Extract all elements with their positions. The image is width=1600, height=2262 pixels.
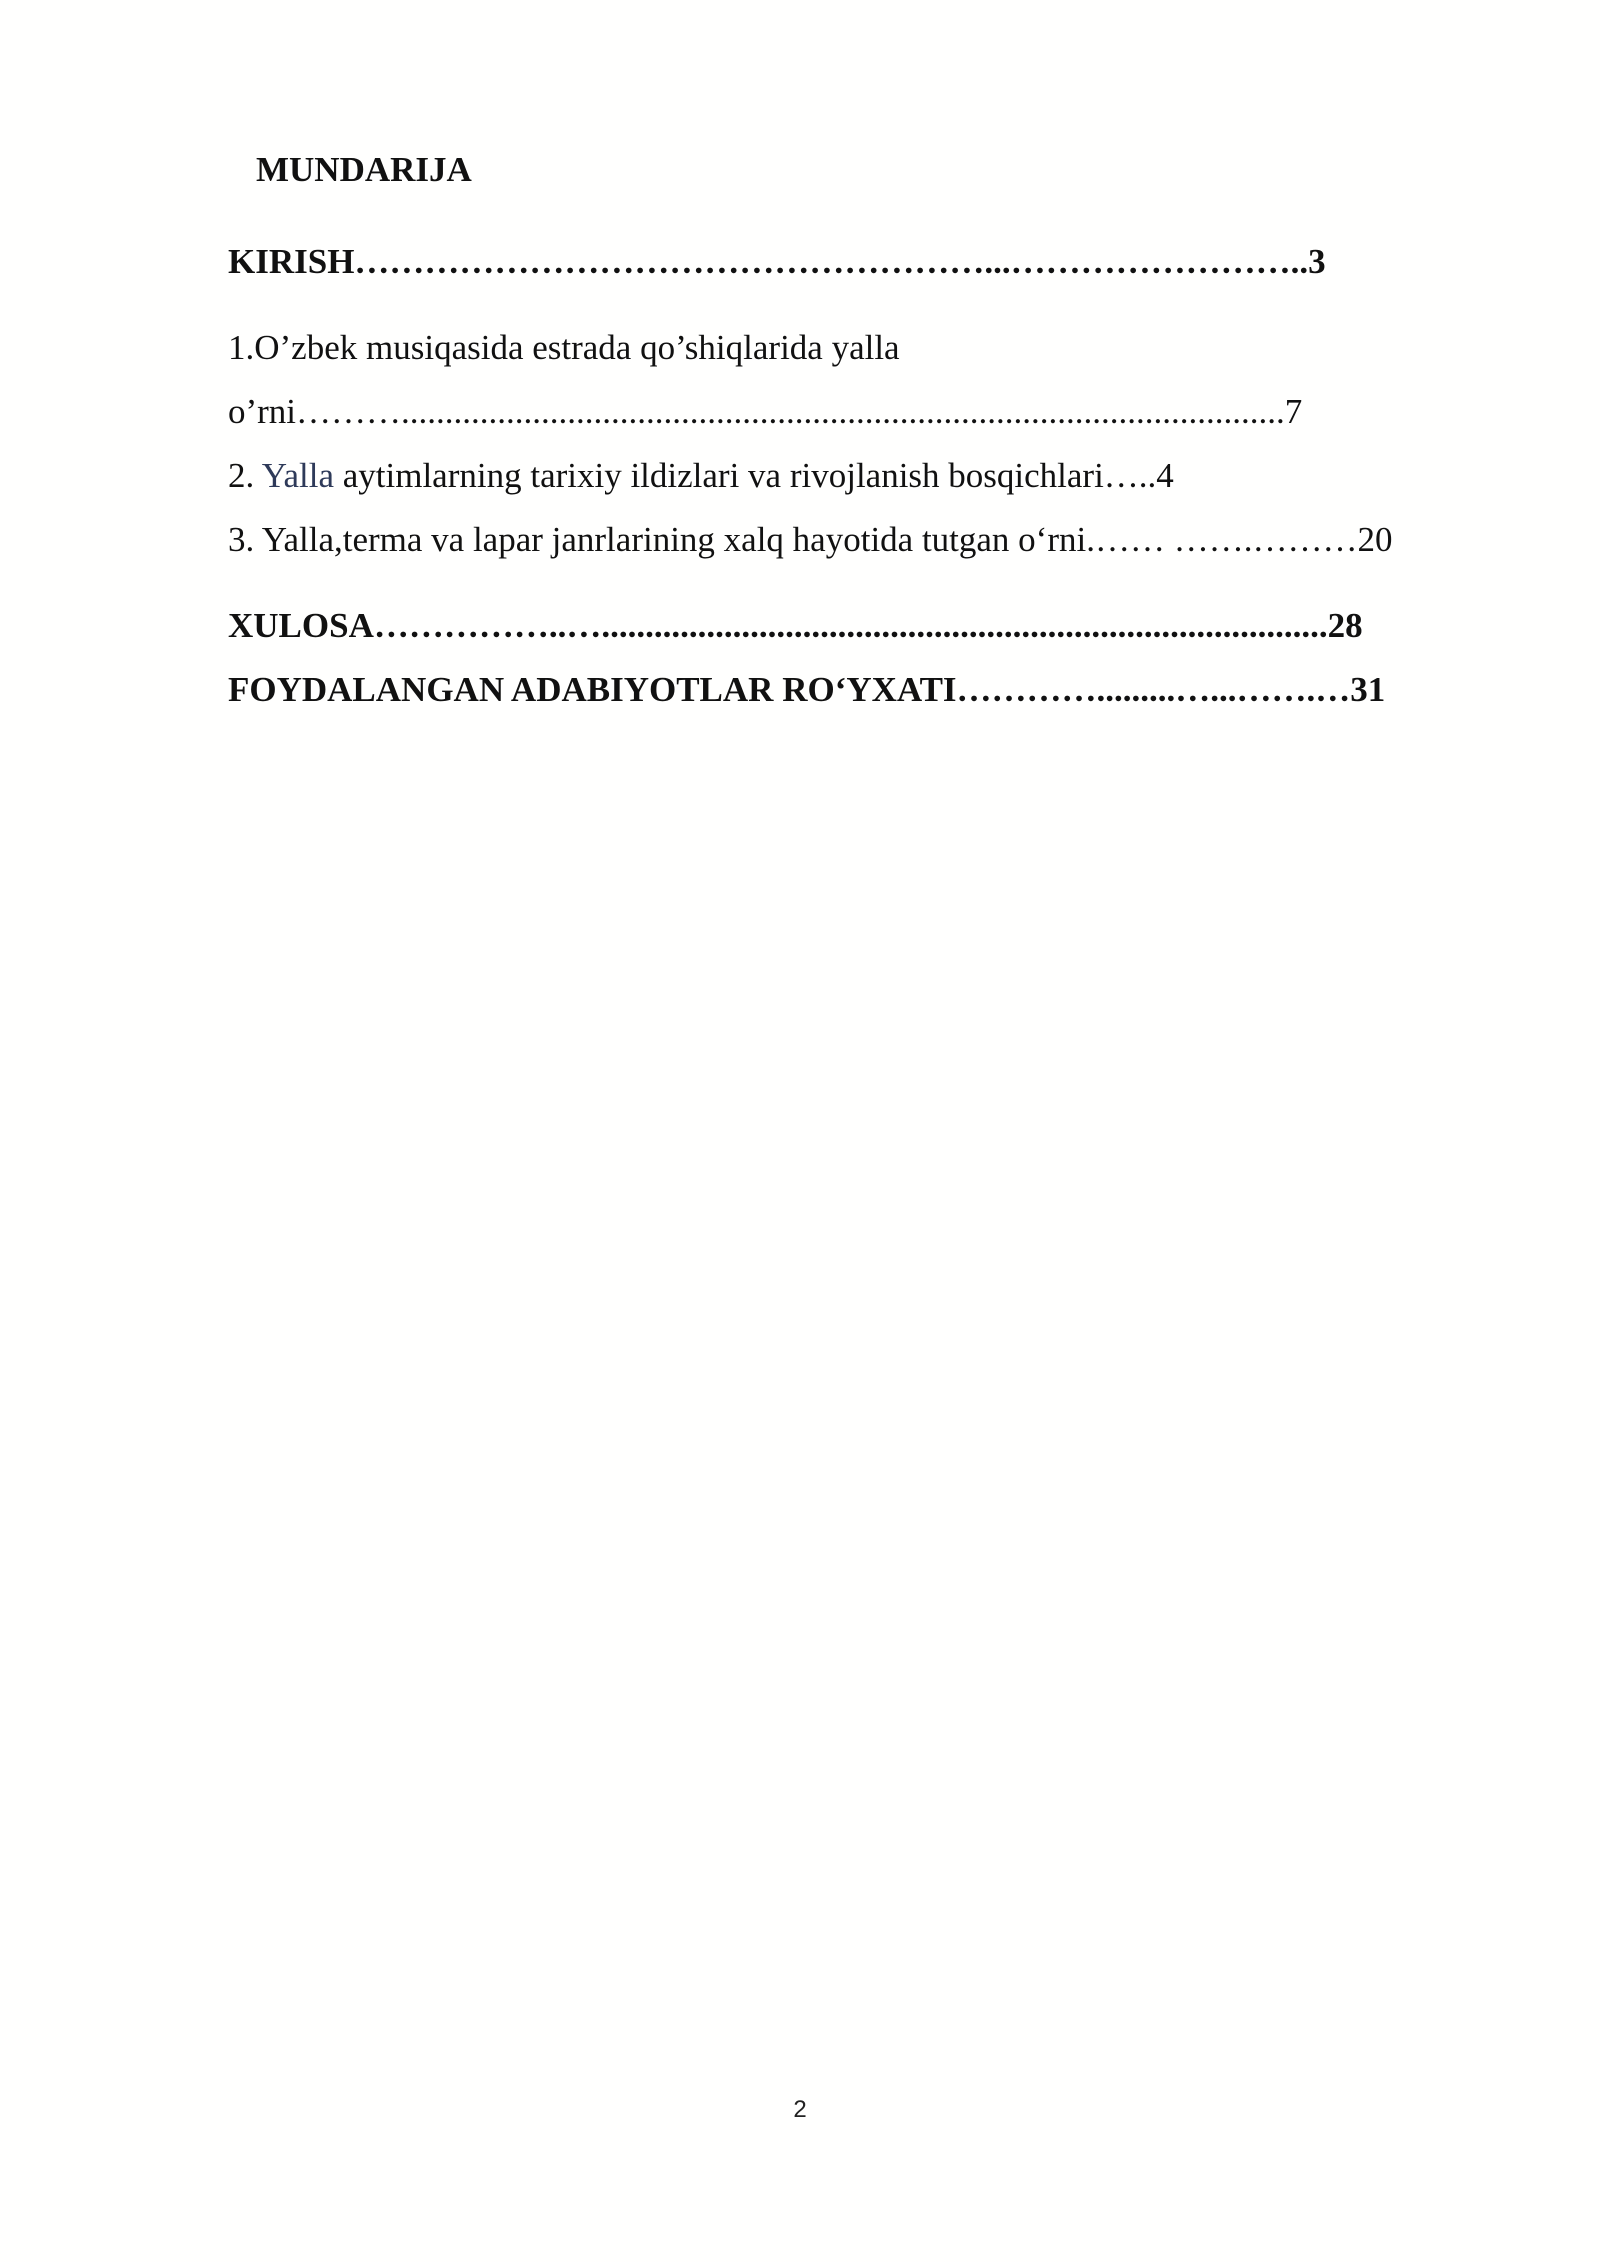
toc-entry-adabiyotlar[interactable]: FOYDALANGAN ADABIYOTLAR RO‘YXATI………….........…...…….…31 <box>228 670 1386 709</box>
toc-title: MUNDARIJA <box>256 150 472 189</box>
page-number: 2 <box>793 2096 807 2123</box>
toc-entry-1-line-1[interactable]: 1.O’zbek musiqasida estrada qo’shiqlarida yalla <box>228 328 900 367</box>
toc-entry-2-accent-word: Yalla <box>261 456 334 495</box>
toc-entry-kirish[interactable]: KIRISH………………………………………………...……………………..3 <box>228 242 1326 281</box>
toc-entry-3[interactable]: 3. Yalla,terma va lapar janrlarining xalq hayotida tutgan o‘rni.…… …….………20 <box>228 520 1393 559</box>
toc-entry-xulosa[interactable]: XULOSA……………..…...................................................................................28 <box>228 606 1363 645</box>
toc-entry-2[interactable] <box>228 454 1174 498</box>
toc-entry-1-line-2[interactable]: o’rni……….....................................................................................................7 <box>228 392 1303 431</box>
toc-entry-2-prefix: 2. <box>228 456 262 495</box>
toc-entry-2-text: aytimlarning tarixiy ildizlari va rivojlanish bosqichlari…..4 <box>334 456 1174 495</box>
